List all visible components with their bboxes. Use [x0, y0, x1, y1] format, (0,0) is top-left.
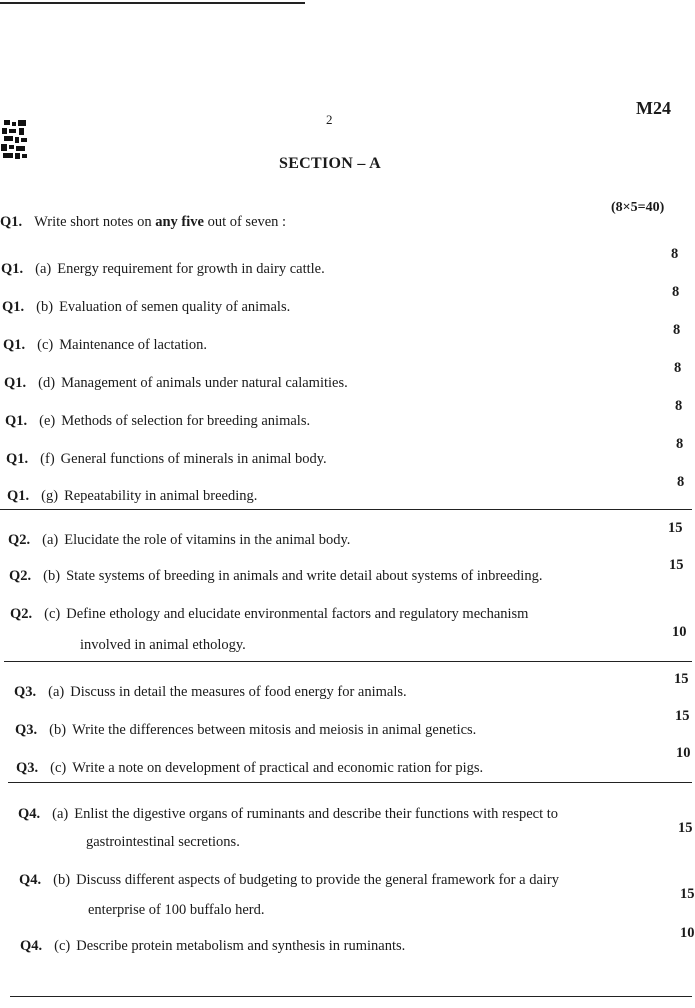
question-part: (a) [52, 806, 69, 822]
question-part: (e) [39, 413, 56, 429]
question-text: Repeatability in animal breeding. [64, 488, 258, 504]
question-marks: 15 [678, 820, 693, 836]
q1-intro-text-end: out of seven : [203, 214, 287, 230]
question-text: State systems of breeding in animals and write detail about systems of inbreeding. [66, 568, 543, 584]
question-text: Write the differences between mitosis and meiosis in animal genetics. [72, 722, 477, 738]
question-row [5, 413, 310, 430]
question-text: Define ethology and elucidate environmental factors and regulatory mechanism [66, 606, 529, 622]
question-row [20, 938, 405, 955]
question-part: (c) [37, 337, 54, 353]
question-number: Q1. [2, 299, 25, 315]
question-marks: 8 [673, 322, 681, 338]
divider [4, 661, 692, 662]
paper-code: M24 [636, 98, 671, 118]
question-text: Describe protein metabolism and synthesis in ruminants. [76, 938, 406, 954]
q1-intro [0, 214, 286, 231]
qr-code-icon [0, 118, 28, 160]
q1-intro-text-start: Write short notes on [34, 214, 156, 230]
question-text: General functions of minerals in animal body. [60, 451, 327, 467]
question-row [2, 299, 290, 316]
question-number: Q1. [1, 261, 24, 277]
question-text: Methods of selection for breeding animals. [61, 413, 311, 429]
question-number: Q2. [10, 606, 33, 622]
question-text: Elucidate the role of vitamins in the animal body. [64, 532, 351, 548]
question-row [10, 606, 528, 623]
question-text-continuation: involved in animal ethology. [80, 637, 246, 653]
question-row [4, 375, 348, 392]
question-marks: 8 [675, 398, 683, 414]
question-part: (a) [48, 684, 65, 700]
question-marks: 8 [672, 284, 680, 300]
question-text: Enlist the digestive organs of ruminants and describe their functions with respect to [74, 806, 559, 822]
question-text: Evaluation of semen quality of animals. [59, 299, 291, 315]
question-text-continuation: gastrointestinal secretions. [86, 834, 240, 850]
top-rule [0, 2, 305, 4]
question-row [15, 722, 476, 739]
question-part: (b) [43, 568, 61, 584]
divider [0, 509, 692, 510]
question-marks: 8 [671, 246, 679, 262]
question-number: Q4. [20, 938, 43, 954]
divider [8, 782, 692, 783]
question-text: Energy requirement for growth in dairy cattle. [57, 261, 325, 277]
question-row [8, 532, 350, 549]
question-marks: 10 [672, 624, 687, 640]
question-number: Q4. [18, 806, 41, 822]
question-marks: 8 [677, 474, 685, 490]
question-row [1, 261, 325, 278]
question-number: Q2. [8, 532, 31, 548]
divider [10, 996, 692, 997]
section-title: SECTION – A [279, 155, 381, 172]
page-number: 2 [326, 112, 333, 127]
question-part: (b) [49, 722, 67, 738]
question-row [19, 872, 559, 889]
question-marks: 8 [676, 436, 684, 452]
question-part: (g) [41, 488, 59, 504]
question-text: Write a note on development of practical and economic ration for pigs. [72, 760, 484, 776]
question-part: (b) [36, 299, 54, 315]
question-number: Q1. [0, 214, 23, 230]
question-row [18, 806, 558, 823]
question-marks: 15 [668, 520, 683, 536]
question-text: Management of animals under natural calamities. [61, 375, 348, 391]
question-marks: 15 [675, 708, 690, 724]
question-number: Q3. [15, 722, 38, 738]
question-text: Discuss in detail the measures of food energy for animals. [70, 684, 407, 700]
question-part: (b) [53, 872, 71, 888]
question-marks: 10 [676, 745, 691, 761]
question-number: Q1. [3, 337, 26, 353]
question-row [9, 568, 542, 585]
question-part: (f) [40, 451, 55, 467]
question-number: Q2. [9, 568, 32, 584]
q1-intro-text-bold: any five [155, 214, 204, 230]
question-row [3, 337, 207, 354]
question-marks: 15 [669, 557, 684, 573]
question-row [14, 684, 407, 701]
question-text-continuation: enterprise of 100 buffalo herd. [88, 902, 265, 918]
question-part: (c) [50, 760, 67, 776]
question-marks: 15 [680, 886, 695, 902]
question-row [16, 760, 483, 777]
question-number: Q1. [7, 488, 30, 504]
question-part: (c) [54, 938, 71, 954]
question-part: (a) [35, 261, 52, 277]
question-text: Discuss different aspects of budgeting to provide the general framework for a dairy [76, 872, 559, 888]
question-part: (a) [42, 532, 59, 548]
question-number: Q1. [5, 413, 28, 429]
question-number: Q1. [6, 451, 29, 467]
question-row [7, 488, 257, 505]
question-number: Q3. [16, 760, 39, 776]
question-marks: 15 [674, 671, 689, 687]
question-part: (d) [38, 375, 56, 391]
question-marks: 8 [674, 360, 682, 376]
question-marks: 10 [680, 925, 695, 941]
question-number: Q3. [14, 684, 37, 700]
question-number: Q1. [4, 375, 27, 391]
question-row [6, 451, 327, 468]
question-part: (c) [44, 606, 61, 622]
total-marks: (8×5=40) [611, 200, 665, 215]
question-number: Q4. [19, 872, 42, 888]
question-text: Maintenance of lactation. [59, 337, 208, 353]
